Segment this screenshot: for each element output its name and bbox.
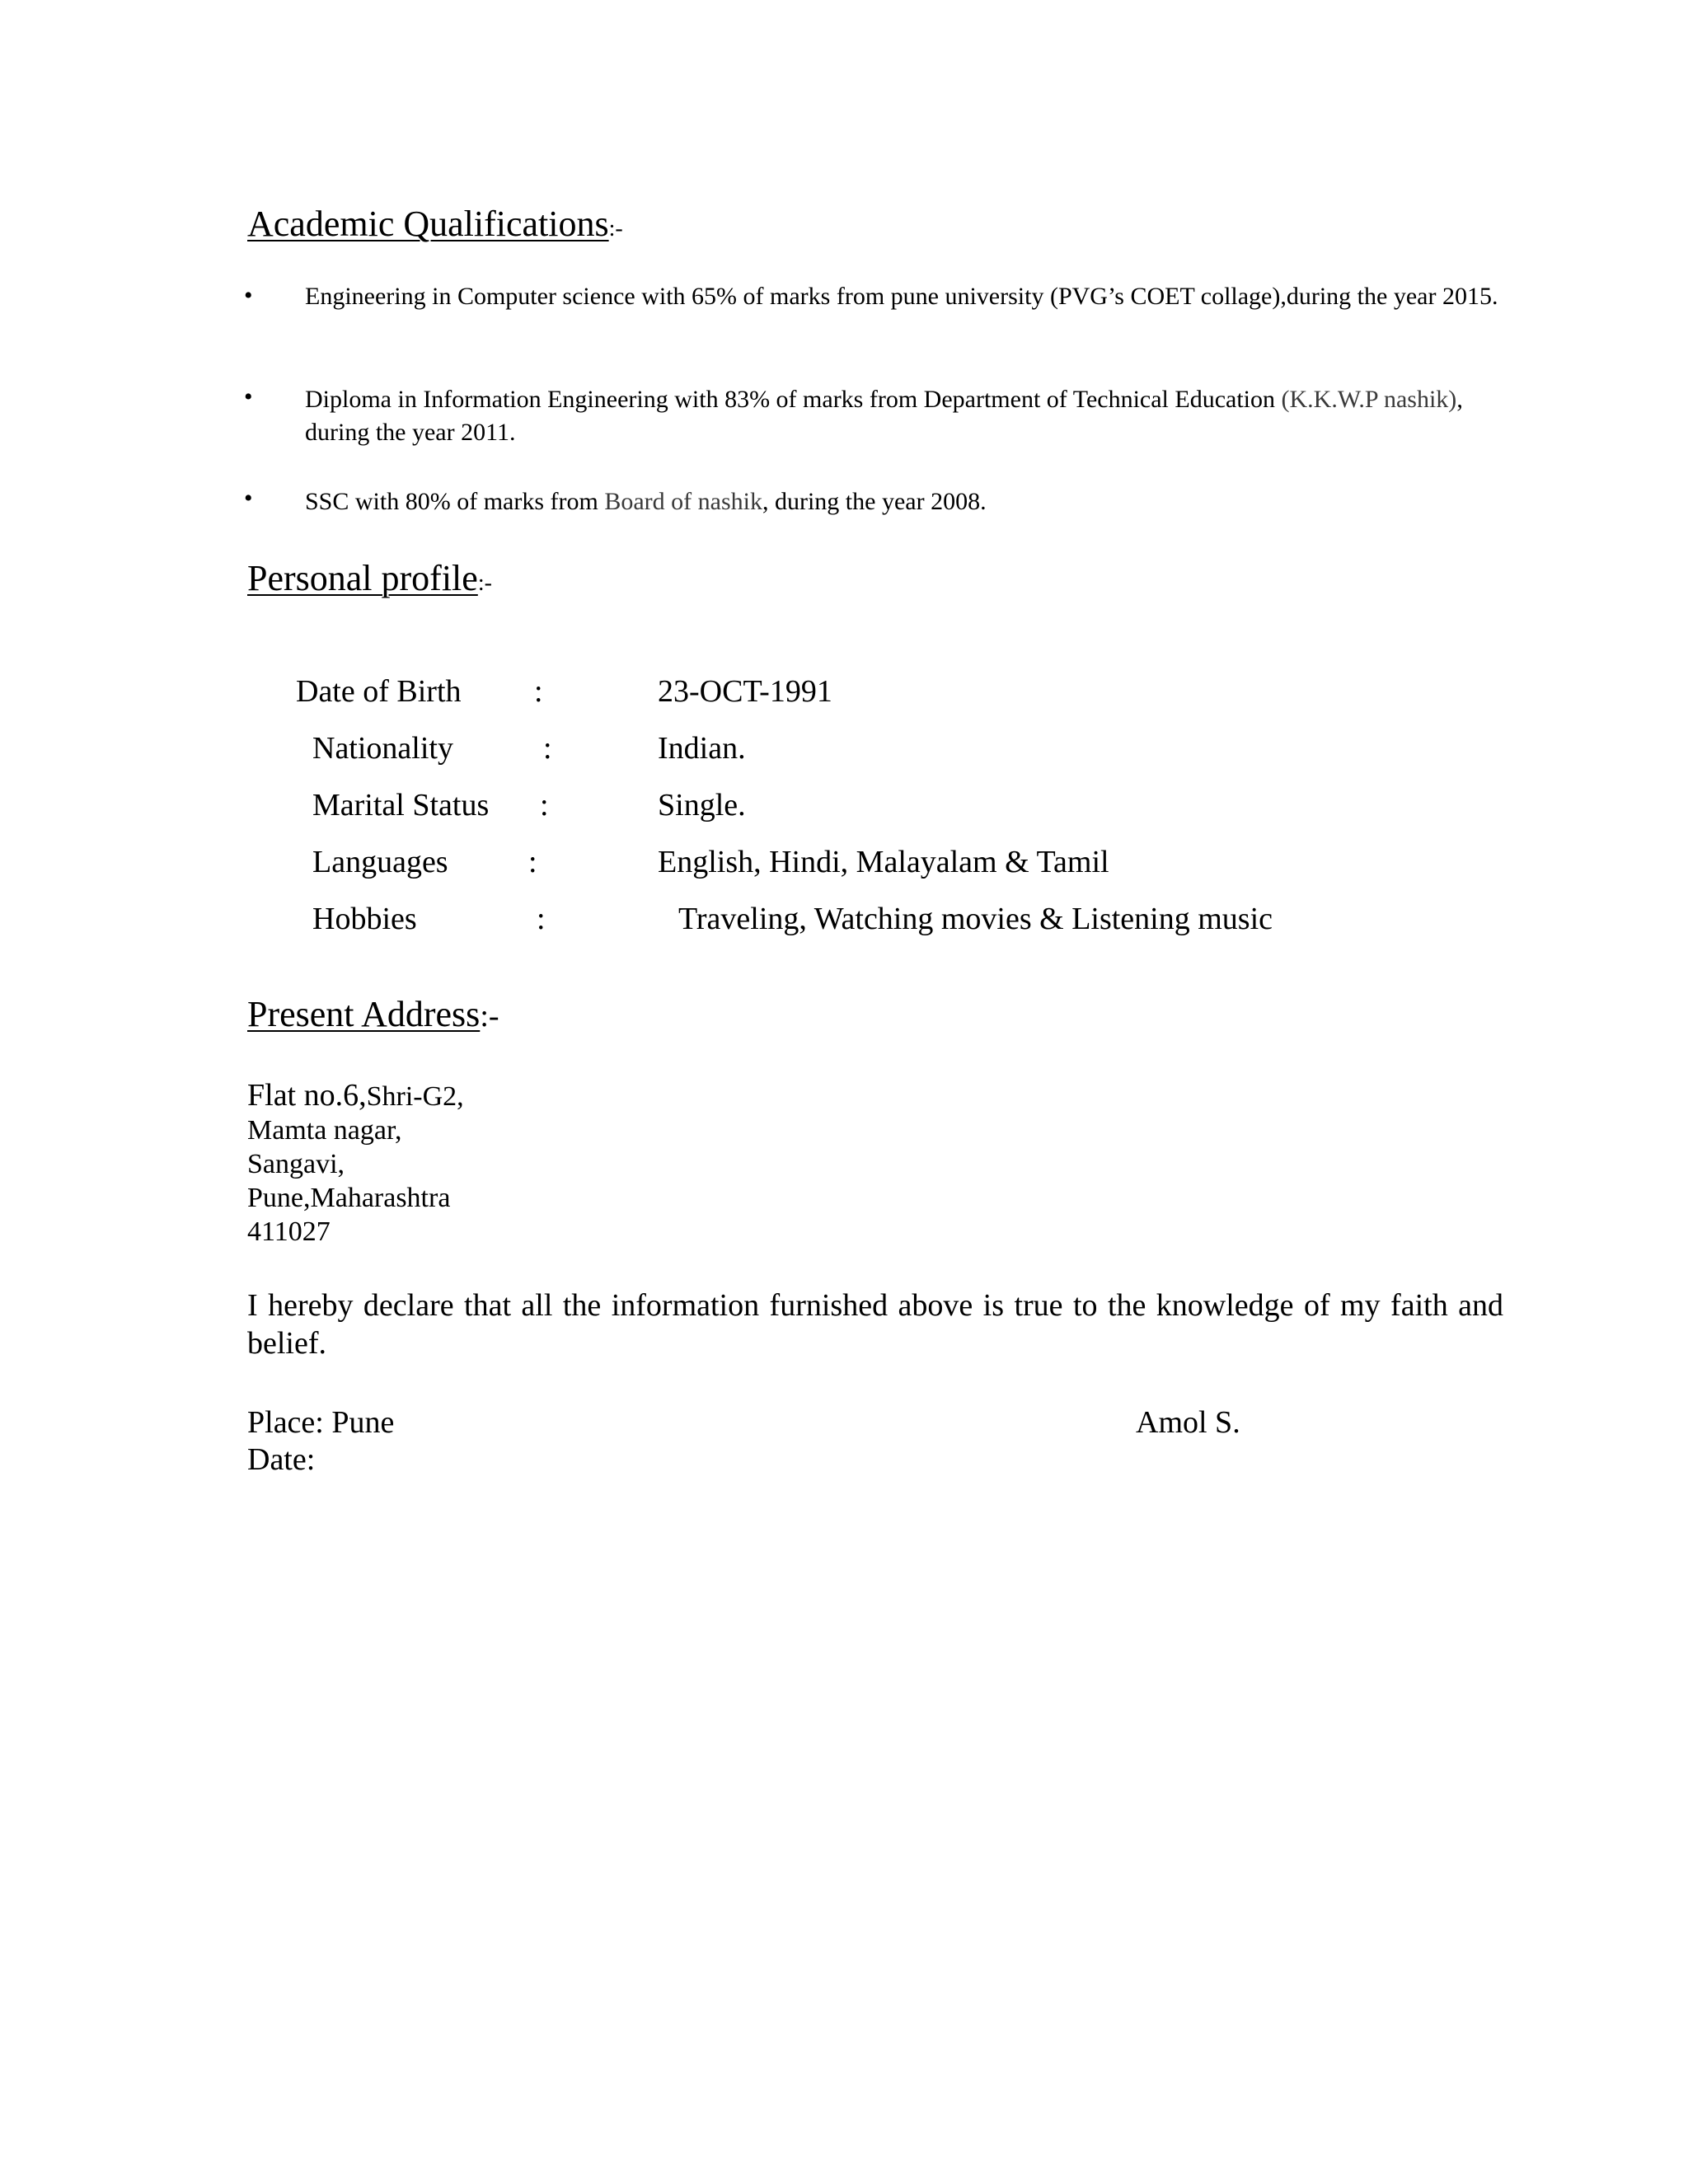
qualification-diploma-main: Diploma in Information Engineering with 83% of marks from Department of Technical Education	[305, 386, 1282, 413]
address-line-pincode: 411027	[247, 1216, 331, 1247]
profile-label-dob: Date of Birth	[296, 674, 462, 709]
address-heading	[247, 996, 499, 1033]
qualification-diploma	[305, 383, 1508, 449]
declaration-text: I hereby declare that all the information furnished above is true to the knowledge of my faith and belief.	[247, 1288, 1503, 1361]
profile-value-hobbies: Traveling, Watching movies & Listening music	[678, 902, 1273, 936]
address-line-locality: Mamta nagar,	[247, 1115, 402, 1146]
address-line-city: Pune,Maharashtra	[247, 1183, 451, 1213]
personal-heading-title: Personal profile	[247, 558, 478, 598]
profile-colon-languages: :	[528, 845, 537, 879]
personal-heading-suffix: :-	[477, 570, 492, 596]
date-line: Date:	[247, 1442, 316, 1477]
present-address	[247, 1079, 464, 1249]
profile-value-dob: 23-OCT-1991	[658, 674, 832, 709]
qualification-ssc-main: SSC with 80% of marks from	[305, 488, 605, 515]
address-line-area: Sangavi,	[247, 1149, 345, 1179]
bullet-1: •	[244, 282, 253, 309]
bullet-2: •	[244, 383, 253, 410]
profile-colon-nationality: :	[543, 731, 552, 766]
academic-heading	[247, 206, 623, 242]
address-line-flat	[247, 1079, 464, 1113]
profile-label-languages: Languages	[312, 845, 448, 879]
qualification-engineering: Engineering in Computer science with 65% of marks from pune university (PVG’s COET collage),during the year 2015.	[305, 283, 1498, 310]
personal-heading	[247, 560, 492, 597]
profile-value-marital-status: Single.	[658, 788, 746, 823]
academic-heading-suffix: :-	[608, 216, 623, 241]
address-heading-title: Present Address	[247, 994, 481, 1034]
address-building: Shri-G2,	[366, 1081, 464, 1112]
profile-value-languages: English, Hindi, Malayalam & Tamil	[658, 845, 1109, 879]
qualification-diploma-tail: , during the year 2011.	[305, 386, 1463, 446]
profile-colon-hobbies: :	[537, 902, 546, 936]
qualification-ssc-tail: , during the year 2008.	[762, 488, 987, 515]
address-heading-suffix: :-	[480, 999, 499, 1033]
qualification-ssc	[305, 485, 1508, 518]
qualification-ssc-board: Board of nashik	[604, 488, 762, 515]
profile-label-hobbies: Hobbies	[312, 902, 417, 936]
bullet-3: •	[244, 485, 253, 512]
academic-heading-title: Academic Qualifications	[247, 204, 609, 244]
profile-label-marital-status: Marital Status	[312, 788, 490, 823]
profile-label-nationality: Nationality	[312, 731, 453, 766]
profile-value-nationality: Indian.	[658, 731, 746, 766]
address-flat-number: Flat no.6,	[247, 1078, 367, 1113]
profile-colon-marital-status: :	[540, 788, 549, 823]
qualification-diploma-institute: (K.K.W.P nashik)	[1281, 386, 1457, 413]
signature-name: Amol S.	[1136, 1405, 1240, 1440]
place-line: Place: Pune	[247, 1405, 395, 1440]
profile-colon-dob: :	[534, 674, 543, 709]
